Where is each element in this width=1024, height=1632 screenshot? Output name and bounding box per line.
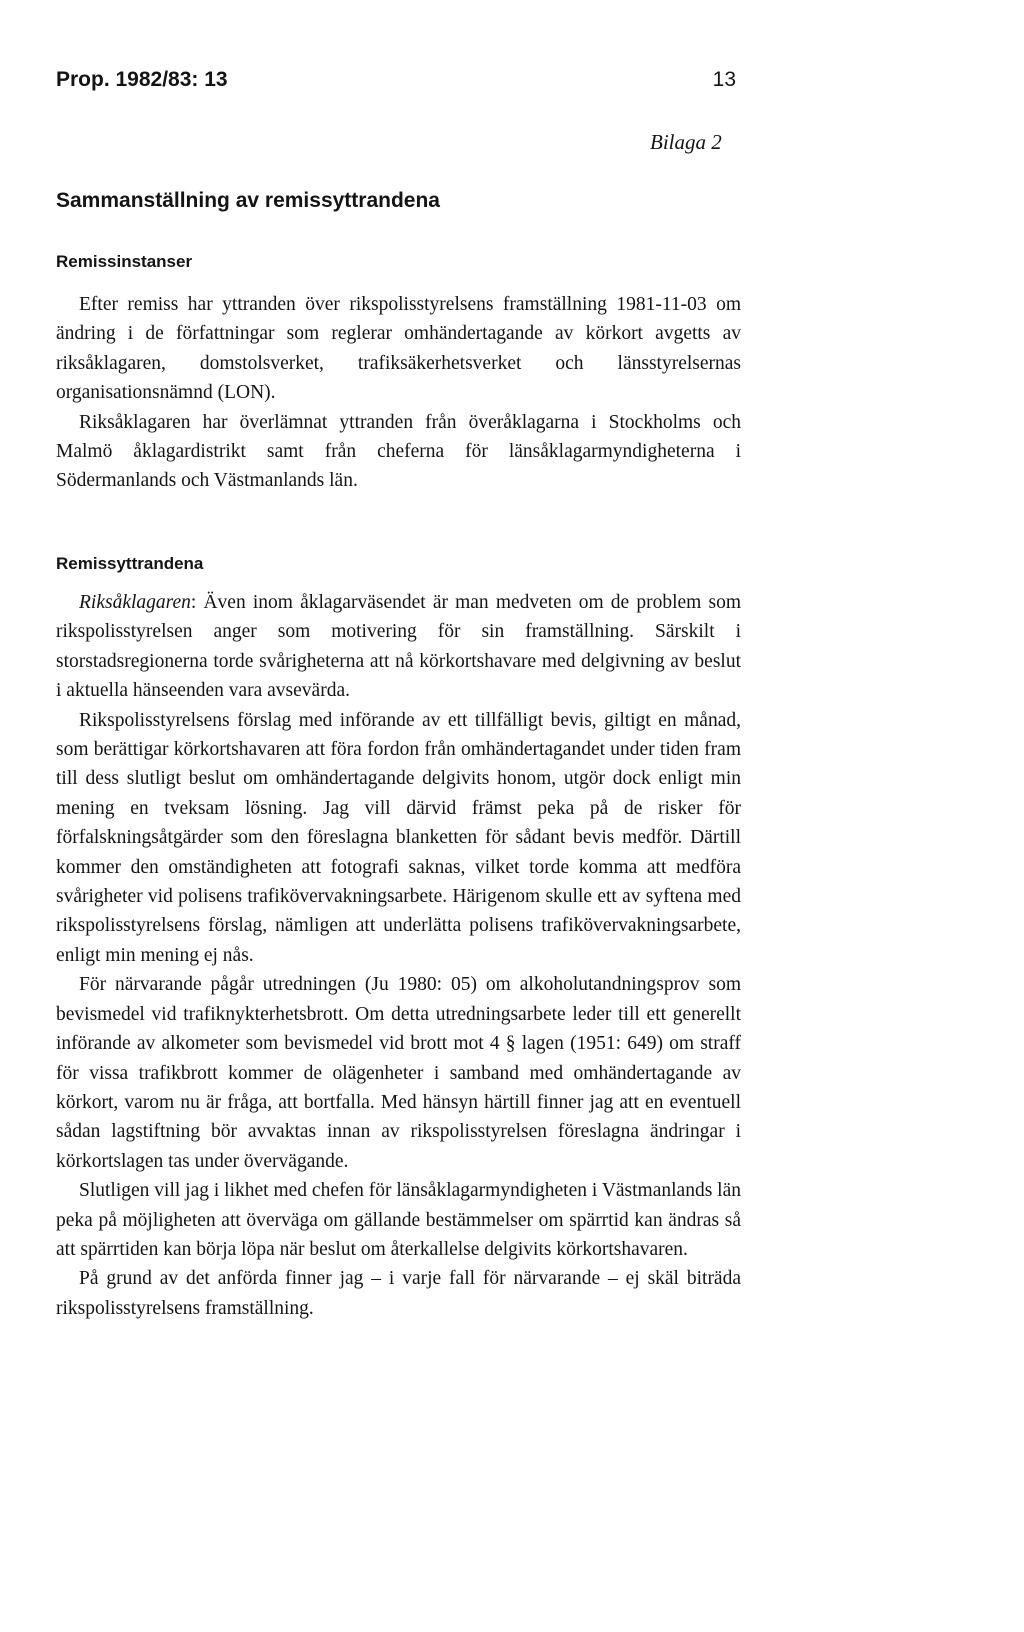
paragraph: Slutligen vill jag i likhet med chefen för länsåklagarmyndigheten i Västmanlands län peka på möjligheten att överväga om gällande bestämmelser om spärrtid kan ändras så att spärrtiden kan börja löpa när beslut om återkallelse delgivits körkortshavaren. bbox=[56, 1180, 741, 1260]
paragraph bbox=[56, 588, 741, 706]
running-header bbox=[56, 68, 736, 92]
paragraph: På grund av det anförda finner jag – i varje fall för närvarande – ej skäl biträda rikspolisstyrelsens framställning. bbox=[56, 1268, 741, 1319]
section-heading-remissyttrandena: Remissyttrandena bbox=[56, 554, 204, 573]
proposition-reference: Prop. 1982/83: 13 bbox=[56, 68, 228, 91]
document-title: Sammanställning av remissyttrandena bbox=[56, 189, 440, 212]
respondent-name: Riksåklagaren bbox=[79, 592, 191, 613]
section-heading-remissinstanser: Remissinstanser bbox=[56, 252, 193, 271]
paragraph: Rikspolisstyrelsens förslag med införande av ett tillfälligt bevis, giltigt en månad, som berättigar körkortshavaren att föra fordon från omhändertagandet under tiden fram till dess slutligt beslut om omhändertagande delgivits honom, utgör dock enligt min mening en tveksam lösning. Jag vill därvid främst peka på de risker för förfalskningsåtgärder som den föreslagna blanketten för sådant bevis medför. Därtill kommer den omständigheten att fotografi saknas, vilket torde komma att medföra svårigheter vid polisens trafikövervakningsarbete. Härigenom skulle ett av syftena med rikspolisstyrelsens förslag, nämligen att underlätta polisens trafikövervakningsarbete, enligt min mening ej nås. bbox=[56, 709, 741, 966]
section-remissyttrandena bbox=[56, 588, 741, 1323]
appendix-label: Bilaga 2 bbox=[650, 130, 722, 154]
section-remissinstanser bbox=[56, 290, 741, 496]
paragraph: För närvarande pågår utredningen (Ju 1980: 05) om alkoholutandningsprov som bevismedel vid trafiknykterhetsbrott. Om detta utredningsarbete leder till ett generellt införande av alkometer som bevismedel vid brott mot 4 § lagen (1951: 649) om straff för vissa trafikbrott kommer de olägenheter i samband med omhändertagande av körkort, varom nu är fråga, att bortfalla. Med hänsyn härtill finner jag att en eventuell sådan lagstiftning bör avvaktas innan av rikspolisstyrelsen föreslagna ändringar i körkortslagen tas under övervägande. bbox=[56, 974, 741, 1172]
paragraph-text: : Även inom åklagarväsendet är man medveten om de problem som rikspolisstyrelsen anger som motivering för sin framställning. Särskilt i storstadsregionerna torde svårigheterna att nå körkortshavare med delgivning av beslut i aktuella hänseenden vara avsevärda. bbox=[56, 592, 741, 702]
paragraph: Riksåklagaren har överlämnat yttranden från överåklagarna i Stockholms och Malmö åklagardistrikt samt från cheferna för länsåklagarmyndigheterna i Södermanlands och Västmanlands län. bbox=[56, 411, 741, 492]
paragraph: Efter remiss har yttranden över rikspolisstyrelsens framställning 1981-11-03 om ändring i de författningar som reglerar omhändertagande av körkort avgetts av riksåklagaren, domstolsverket, trafiksäkerhetsverket och länsstyrelsernas organisationsnämnd (LON). bbox=[56, 294, 741, 404]
page-number: 13 bbox=[712, 68, 736, 91]
